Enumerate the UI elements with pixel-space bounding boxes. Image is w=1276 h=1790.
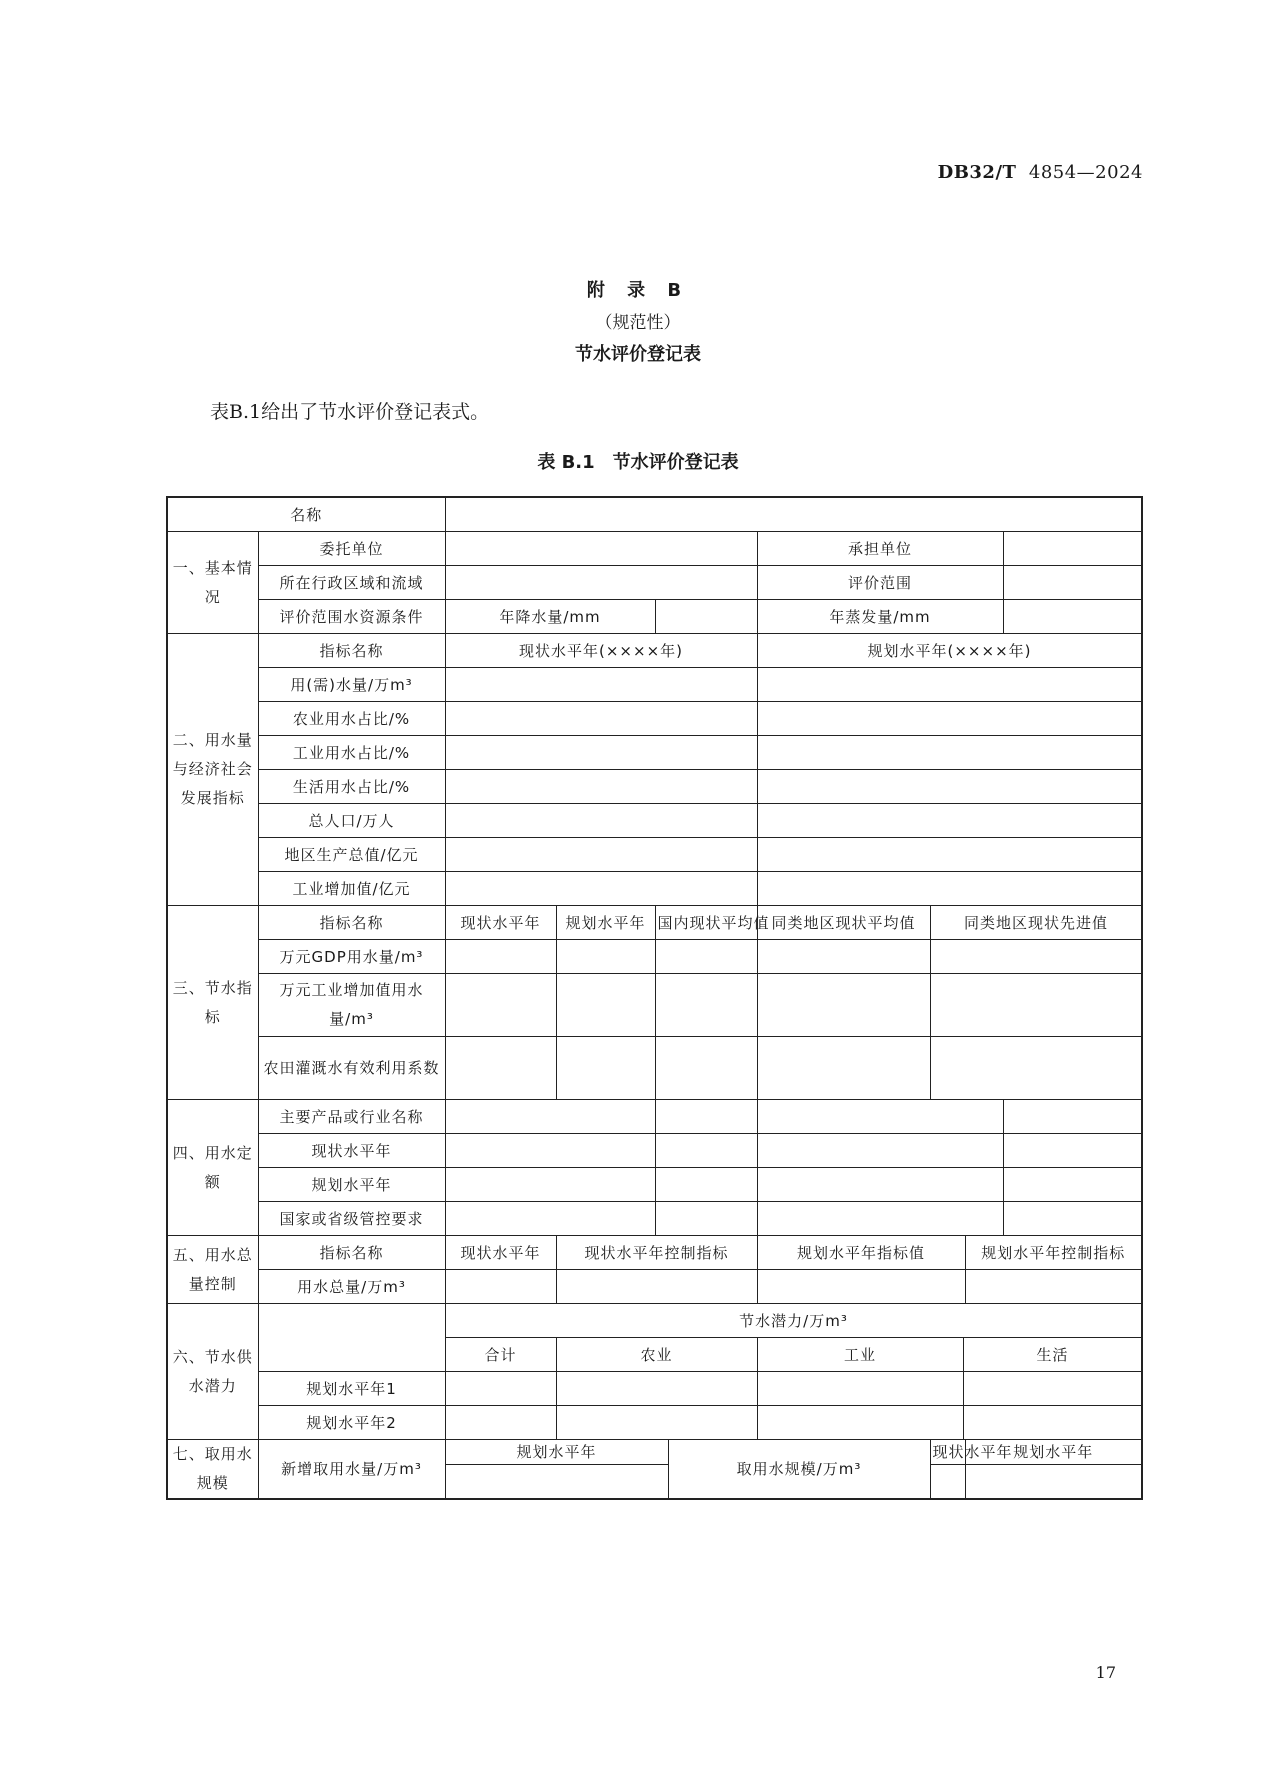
table-row bbox=[167, 600, 1142, 634]
table-row bbox=[167, 634, 1142, 668]
s4-row-label: 规划水平年 bbox=[258, 1168, 445, 1202]
s1-region-value[interactable] bbox=[445, 566, 757, 600]
cell[interactable] bbox=[655, 974, 757, 1037]
s6-col-industry: 工业 bbox=[757, 1338, 963, 1372]
s1-precip-value[interactable] bbox=[655, 600, 757, 634]
cell[interactable] bbox=[930, 940, 1142, 974]
s3-col-current: 现状水平年 bbox=[445, 906, 556, 940]
appendix-normative: （规范性） bbox=[595, 313, 681, 333]
cell[interactable] bbox=[445, 1372, 556, 1406]
cell[interactable] bbox=[445, 770, 757, 804]
s6-row-label: 规划水平年2 bbox=[258, 1406, 445, 1440]
cell[interactable] bbox=[757, 1372, 963, 1406]
cell[interactable] bbox=[445, 1202, 655, 1236]
section-1-title: 一、基本情况 bbox=[167, 532, 258, 634]
cell[interactable] bbox=[445, 940, 556, 974]
cell[interactable] bbox=[757, 736, 1142, 770]
section-6-title: 六、节水供水潜力 bbox=[167, 1304, 258, 1440]
intro-text: 表B.1给出了节水评价登记表式。 bbox=[210, 401, 490, 423]
cell[interactable] bbox=[445, 702, 757, 736]
s2-current-year: 现状水平年(××××年) bbox=[445, 634, 757, 668]
s1-scope-label: 评价范围 bbox=[757, 566, 1003, 600]
s7-scale-label: 取用水规模/万m³ bbox=[668, 1440, 930, 1500]
cell[interactable] bbox=[1003, 1168, 1142, 1202]
standard-number: DB32/T 4854—2024 bbox=[937, 162, 1143, 183]
s3-col-similar-adv: 同类地区现状先进值 bbox=[930, 906, 1142, 940]
s7-plan-label: 规划水平年 bbox=[445, 1440, 668, 1465]
s2-plan-year: 规划水平年(××××年) bbox=[757, 634, 1142, 668]
cell[interactable] bbox=[445, 1134, 655, 1168]
table-row bbox=[167, 838, 1142, 872]
s6-col-total: 合计 bbox=[445, 1338, 556, 1372]
s1-contractor-value[interactable] bbox=[1003, 532, 1142, 566]
s3-row-label: 万元工业增加值用水量/m³ bbox=[258, 974, 445, 1037]
s2-row-label: 生活用水占比/% bbox=[258, 770, 445, 804]
s2-row-label: 地区生产总值/亿元 bbox=[258, 838, 445, 872]
s5-col-current-ctrl: 现状水平年控制指标 bbox=[556, 1236, 757, 1270]
cell[interactable] bbox=[445, 974, 556, 1037]
table-row bbox=[167, 940, 1142, 974]
s1-water-label: 评价范围水资源条件 bbox=[258, 600, 445, 634]
s3-row-label: 万元GDP用水量/m³ bbox=[258, 940, 445, 974]
page-number: 17 bbox=[1095, 1663, 1116, 1682]
cell[interactable] bbox=[445, 1100, 655, 1134]
registration-table bbox=[166, 496, 1143, 1500]
cell[interactable] bbox=[757, 1168, 1003, 1202]
cell[interactable] bbox=[757, 770, 1142, 804]
s4-row-label: 现状水平年 bbox=[258, 1134, 445, 1168]
table-row bbox=[167, 1037, 1142, 1100]
cell[interactable] bbox=[757, 1270, 965, 1304]
cell[interactable] bbox=[757, 974, 930, 1037]
cell[interactable] bbox=[1003, 1134, 1142, 1168]
cell[interactable] bbox=[965, 1270, 1142, 1304]
cell[interactable] bbox=[556, 1270, 757, 1304]
cell[interactable] bbox=[930, 1465, 965, 1500]
cell[interactable] bbox=[445, 1270, 556, 1304]
name-value[interactable] bbox=[445, 497, 1142, 532]
s3-col-similar-avg: 同类地区现状平均值 bbox=[757, 906, 930, 940]
s2-row-label: 用(需)水量/万m³ bbox=[258, 668, 445, 702]
table-row bbox=[167, 1406, 1142, 1440]
s2-head-label: 指标名称 bbox=[258, 634, 445, 668]
table-row bbox=[167, 1134, 1142, 1168]
section-5-title: 五、用水总量控制 bbox=[167, 1236, 258, 1304]
s2-row-label: 工业增加值/亿元 bbox=[258, 872, 445, 906]
cell[interactable] bbox=[445, 736, 757, 770]
cell[interactable] bbox=[445, 872, 757, 906]
table-row bbox=[167, 736, 1142, 770]
cell[interactable] bbox=[757, 1134, 1003, 1168]
cell[interactable] bbox=[757, 872, 1142, 906]
cell[interactable] bbox=[556, 1037, 655, 1100]
s1-evap-value[interactable] bbox=[1003, 600, 1142, 634]
s5-col-plan-ctrl: 规划水平年控制指标 bbox=[965, 1236, 1142, 1270]
cell[interactable] bbox=[757, 1406, 963, 1440]
cell[interactable] bbox=[757, 668, 1142, 702]
table-row bbox=[167, 1440, 1142, 1465]
table-row bbox=[167, 1168, 1142, 1202]
cell[interactable] bbox=[757, 1037, 930, 1100]
cell[interactable] bbox=[1003, 1100, 1142, 1134]
name-label: 名称 bbox=[167, 497, 445, 532]
s2-row-label: 总人口/万人 bbox=[258, 804, 445, 838]
s4-row-label: 国家或省级管控要求 bbox=[258, 1202, 445, 1236]
appendix-label: 附 录 B bbox=[586, 280, 690, 301]
s6-blank bbox=[258, 1304, 445, 1372]
table-row bbox=[167, 974, 1142, 1037]
cell[interactable] bbox=[445, 1406, 556, 1440]
cell[interactable] bbox=[757, 838, 1142, 872]
cell[interactable] bbox=[757, 804, 1142, 838]
table-caption: 表 B.1 节水评价登记表 bbox=[537, 452, 739, 473]
s1-client-label: 委托单位 bbox=[258, 532, 445, 566]
appendix-title: 节水评价登记表 bbox=[575, 344, 701, 365]
table-row bbox=[167, 668, 1142, 702]
cell[interactable] bbox=[445, 668, 757, 702]
cell[interactable] bbox=[556, 940, 655, 974]
s5-col-current: 现状水平年 bbox=[445, 1236, 556, 1270]
s4-row-label: 主要产品或行业名称 bbox=[258, 1100, 445, 1134]
section-7-title: 七、取用水规模 bbox=[167, 1440, 258, 1500]
cell[interactable] bbox=[757, 702, 1142, 736]
cell[interactable] bbox=[655, 940, 757, 974]
s7-current-label: 现状水平年 bbox=[930, 1440, 965, 1465]
section-3-title: 三、节水指标 bbox=[167, 906, 258, 1100]
s6-potential-header: 节水潜力/万m³ bbox=[445, 1304, 1142, 1338]
cell[interactable] bbox=[655, 1100, 757, 1134]
s3-col-national-avg: 国内现状平均值 bbox=[655, 906, 757, 940]
s7-plan2-label: 规划水平年 bbox=[965, 1440, 1142, 1465]
table-row bbox=[167, 702, 1142, 736]
cell[interactable] bbox=[445, 838, 757, 872]
cell[interactable] bbox=[445, 1168, 655, 1202]
section-2-title: 二、用水量与经济社会发展指标 bbox=[167, 634, 258, 906]
s1-precip-label: 年降水量/mm bbox=[445, 600, 655, 634]
table-row bbox=[167, 497, 1142, 532]
cell[interactable] bbox=[963, 1406, 1142, 1440]
s6-row-label: 规划水平年1 bbox=[258, 1372, 445, 1406]
cell[interactable] bbox=[445, 804, 757, 838]
cell[interactable] bbox=[757, 1202, 1003, 1236]
table-row bbox=[167, 1202, 1142, 1236]
s3-row-label: 农田灌溉水有效利用系数 bbox=[258, 1037, 445, 1100]
table-row bbox=[167, 872, 1142, 906]
cell[interactable] bbox=[556, 1406, 757, 1440]
s6-col-domestic: 生活 bbox=[963, 1338, 1142, 1372]
cell[interactable] bbox=[655, 1037, 757, 1100]
table-row bbox=[167, 1100, 1142, 1134]
section-4-title: 四、用水定额 bbox=[167, 1100, 258, 1236]
cell[interactable] bbox=[1003, 1202, 1142, 1236]
s5-head-label: 指标名称 bbox=[258, 1236, 445, 1270]
s1-client-value[interactable] bbox=[445, 532, 757, 566]
cell[interactable] bbox=[445, 1465, 668, 1500]
s2-row-label: 农业用水占比/% bbox=[258, 702, 445, 736]
s1-scope-value[interactable] bbox=[1003, 566, 1142, 600]
cell[interactable] bbox=[556, 1372, 757, 1406]
table-row bbox=[167, 1236, 1142, 1270]
cell[interactable] bbox=[757, 940, 930, 974]
cell[interactable] bbox=[930, 1037, 1142, 1100]
s5-row-label: 用水总量/万m³ bbox=[258, 1270, 445, 1304]
s1-evap-label: 年蒸发量/mm bbox=[757, 600, 1003, 634]
s1-region-label: 所在行政区域和流域 bbox=[258, 566, 445, 600]
cell[interactable] bbox=[556, 974, 655, 1037]
cell[interactable] bbox=[963, 1372, 1142, 1406]
s3-head-label: 指标名称 bbox=[258, 906, 445, 940]
cell[interactable] bbox=[655, 1202, 757, 1236]
cell[interactable] bbox=[655, 1168, 757, 1202]
cell[interactable] bbox=[655, 1134, 757, 1168]
table-row bbox=[167, 1372, 1142, 1406]
s7-new-label: 新增取用水量/万m³ bbox=[258, 1440, 445, 1500]
table-row bbox=[167, 1270, 1142, 1304]
table-row bbox=[167, 1304, 1142, 1338]
s6-col-agriculture: 农业 bbox=[556, 1338, 757, 1372]
table-row bbox=[167, 566, 1142, 600]
table-row bbox=[167, 532, 1142, 566]
table-row bbox=[167, 906, 1142, 940]
s3-col-plan: 规划水平年 bbox=[556, 906, 655, 940]
cell[interactable] bbox=[930, 974, 1142, 1037]
s5-col-plan-value: 规划水平年指标值 bbox=[757, 1236, 965, 1270]
table-row bbox=[167, 770, 1142, 804]
s1-contractor-label: 承担单位 bbox=[757, 532, 1003, 566]
cell[interactable] bbox=[445, 1037, 556, 1100]
s2-row-label: 工业用水占比/% bbox=[258, 736, 445, 770]
table-row bbox=[167, 804, 1142, 838]
cell[interactable] bbox=[965, 1465, 1142, 1500]
cell[interactable] bbox=[757, 1100, 1003, 1134]
